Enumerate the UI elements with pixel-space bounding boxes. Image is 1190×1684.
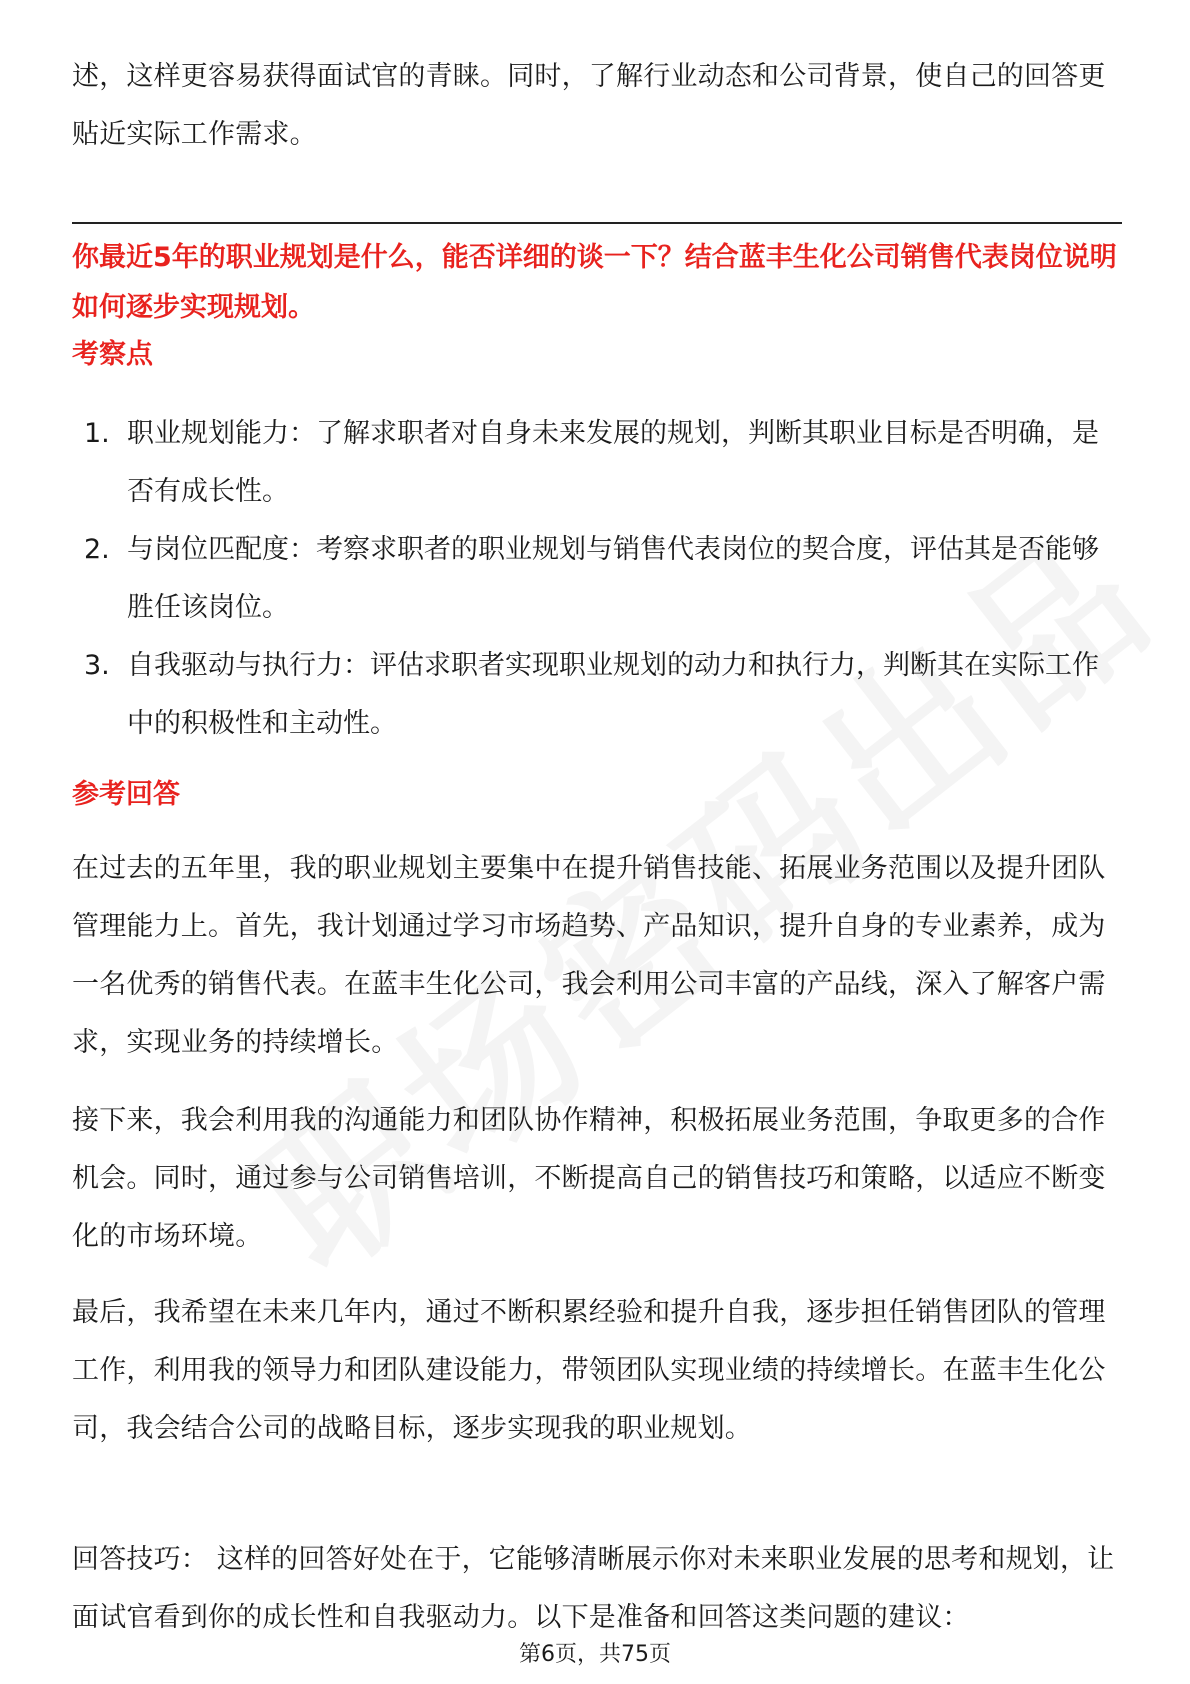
assessment-point-number: 1.: [84, 418, 110, 449]
answer-paragraph: 在过去的五年里，我的职业规划主要集中在提升销售技能、拓展业务范围以及提升团队管理能力上。首先，我计划通过学习市场趋势、产品知识，提升自身的专业素养，成为一名优秀的销售代表。在蓝丰生化公司，我会利用公司丰富的产品线，深入了解客户需求，实现业务的持续增长。: [72, 853, 1106, 1058]
assessment-point-text: 自我驱动与执行力：评估求职者实现职业规划的动力和执行力，判断其在实际工作中的积极性和主动性。: [127, 650, 1099, 739]
assessment-point-number: 2.: [84, 534, 110, 565]
assessment-point-number: 3.: [84, 650, 110, 681]
section-divider: [72, 222, 1122, 224]
reference-answer-heading: 参考回答: [72, 779, 180, 810]
assessment-point: [72, 637, 1122, 753]
assessment-heading: 考察点: [72, 339, 153, 370]
answer-paragraph: 接下来，我会利用我的沟通能力和团队协作精神，积极拓展业务范围，争取更多的合作机会。同时，通过参与公司销售培训，不断提高自己的销售技巧和策略，以适应不断变化的市场环境。: [72, 1105, 1106, 1252]
assessment-point-text: 与岗位匹配度：考察求职者的职业规划与销售代表岗位的契合度，评估其是否能够胜任该岗位。: [127, 534, 1099, 623]
assessment-point: [72, 521, 1122, 637]
intro-paragraph: 述，这样更容易获得面试官的青睐。同时，了解行业动态和公司背景，使自己的回答更贴近实际工作需求。: [72, 61, 1106, 150]
assessment-point-text: 职业规划能力：了解求职者对自身未来发展的规划，判断其职业目标是否明确，是否有成长性。: [127, 418, 1099, 507]
assessment-list: [72, 405, 1122, 753]
page-number-footer: 第6页，共75页: [519, 1642, 671, 1667]
answer-tips-paragraph: 回答技巧： 这样的回答好处在于，它能够清晰展示你对未来职业发展的思考和规划，让面试官看到你的成长性和自我驱动力。以下是准备和回答这类问题的建议：: [72, 1544, 1115, 1633]
assessment-point: [72, 405, 1122, 521]
question-title: 你最近5年的职业规划是什么，能否详细的谈一下？结合蓝丰生化公司销售代表岗位说明如何逐步实现规划。: [72, 242, 1117, 323]
answer-paragraph: 最后，我希望在未来几年内，通过不断积累经验和提升自我，逐步担任销售团队的管理工作，利用我的领导力和团队建设能力，带领团队实现业绩的持续增长。在蓝丰生化公司，我会结合公司的战略目标，逐步实现我的职业规划。: [72, 1297, 1106, 1444]
